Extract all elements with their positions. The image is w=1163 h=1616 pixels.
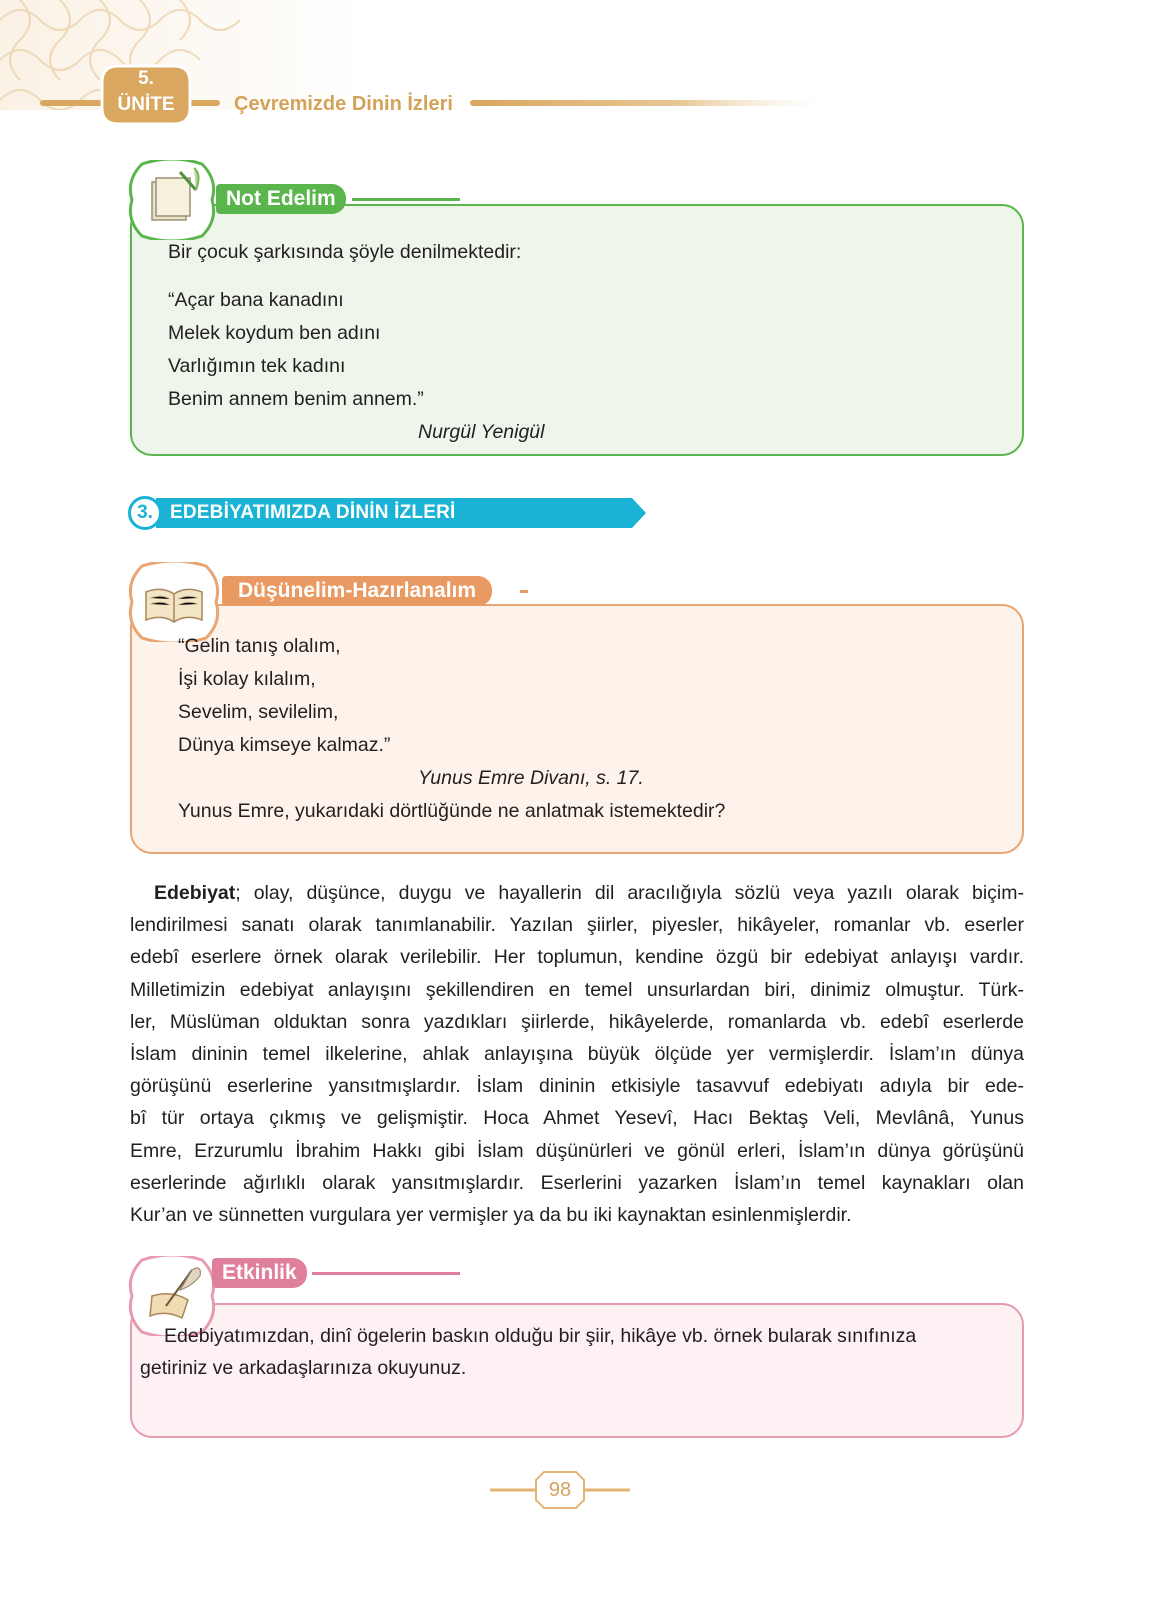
paragraph-first-rest: ; olay, düşünce, duygu ve hayallerin dil aracılığıyla sözlü veya yazılı olarak biçim- (235, 882, 1024, 904)
not-edelim-intro: Bir çocuk şarkısında şöyle denilmektedir: (168, 241, 522, 263)
poem-line-2: Melek koydum ben adını (168, 322, 381, 344)
paragraph-line-10: eserlerinde ağırlıklı olarak yansıtmışlardır. Eserlerini yazarken İslam’ın temel kaynakları olan (130, 1171, 1024, 1194)
not-edelim-tab-line (352, 198, 460, 201)
page-number: 98 (548, 1479, 572, 1501)
section-number: 3. (128, 496, 162, 530)
paragraph-bold-term: Edebiyat (154, 882, 236, 904)
poem-line-3: Varlığımın tek kadını (168, 355, 346, 377)
section-title: EDEBİYATIMIZDA DİNİN İZLERİ (170, 502, 456, 523)
paragraph-line-6: İslam dininin temel ilkelerine, ahlak anlayışına büyük ölçüde yer vermişlerdir. İslam’ın dünya (130, 1042, 1024, 1065)
paragraph-line-8: bî tür ortaya çıkmış ve gelişmiştir. Hoca Ahmet Yesevî, Hacı Bektaş Veli, Mevlânâ, Yunus (130, 1107, 1024, 1130)
poem-line-1: “Açar bana kanadını (168, 289, 344, 311)
dusunelim-tab-line (520, 590, 528, 593)
etkinlik-tab-line (312, 1272, 460, 1275)
main-paragraph (130, 877, 1024, 1231)
chapter-title: Çevremizde Dinin İzleri (234, 93, 453, 115)
poem-author: Nurgül Yenigül (418, 421, 545, 443)
notebook-icon (122, 160, 222, 240)
yunus-poem-line-2: İşi kolay kılalım, (178, 668, 316, 690)
dusunelim-question: Yunus Emre, yukarıdaki dörtlüğünde ne anlatmak istemektedir? (178, 800, 726, 822)
yunus-poem-line-4: Dünya kimseye kalmaz.” (178, 734, 391, 756)
dusunelim-label: Düşünelim-Hazırlanalım (222, 576, 492, 606)
etkinlik-line-1: Edebiyatımızdan, dinî ögelerin baskın olduğu bir şiir, hikâye vb. örnek bularak sınıfınıza (164, 1325, 917, 1347)
unit-word: ÜNİTE (117, 94, 175, 115)
not-edelim-label: Not Edelim (216, 184, 346, 214)
unit-badge (100, 64, 192, 126)
yunus-poem-source: Yunus Emre Divanı, s. 17. (418, 767, 644, 789)
paragraph-line-7: görüşünü eserlerine yansıtmışlardır. İslam dininin etkisiyle tasavvuf edebiyatı adıyla bir ede- (130, 1075, 1024, 1098)
paragraph-line-9: Emre, Erzurumlu İbrahim Hakkı gibi İslam düşünürleri ve gönül erleri, İslam’ın dünya görüşünü (130, 1139, 1024, 1162)
page-number-ornament (490, 1470, 630, 1510)
paragraph-line-2: lendirilmesi sanatı olarak tanımlanabilir. Yazılan şiirler, piyesler, hikâyeler, romanlar vb. eserler (130, 914, 1024, 937)
paragraph-line-3: edebî eserlere örnek olarak verilebilir. Her toplumun, kendine özgü bir edebiyat anlayışı vardır. (130, 946, 1024, 969)
etkinlik-label: Etkinlik (212, 1258, 307, 1288)
paragraph-line-1 (130, 877, 1024, 909)
etkinlik-line-2: getiriniz ve arkadaşlarınıza okuyunuz. (140, 1357, 467, 1379)
unit-number: 5. (138, 68, 154, 89)
poem-line-4: Benim annem benim annem.” (168, 388, 424, 410)
paragraph-line-4: Milletimizin edebiyat anlayışını şekillendiren en temel unsurlardan biri, dinimiz olmuştur. Türk- (130, 978, 1024, 1001)
yunus-poem-line-3: Sevelim, sevilelim, (178, 701, 339, 723)
paragraph-line-11: Kur’an ve sünnetten vurgulara yer vermişler ya da bu iki kaynaktan esinlenmişlerdir. (130, 1203, 852, 1226)
yunus-poem-line-1: “Gelin tanış olalım, (178, 635, 341, 657)
paragraph-line-5: ler, Müslüman olduktan sonra yazdıkları şiirlerde, hikâyelerde, romanlarda vb. edebî eserlerde (130, 1010, 1024, 1033)
